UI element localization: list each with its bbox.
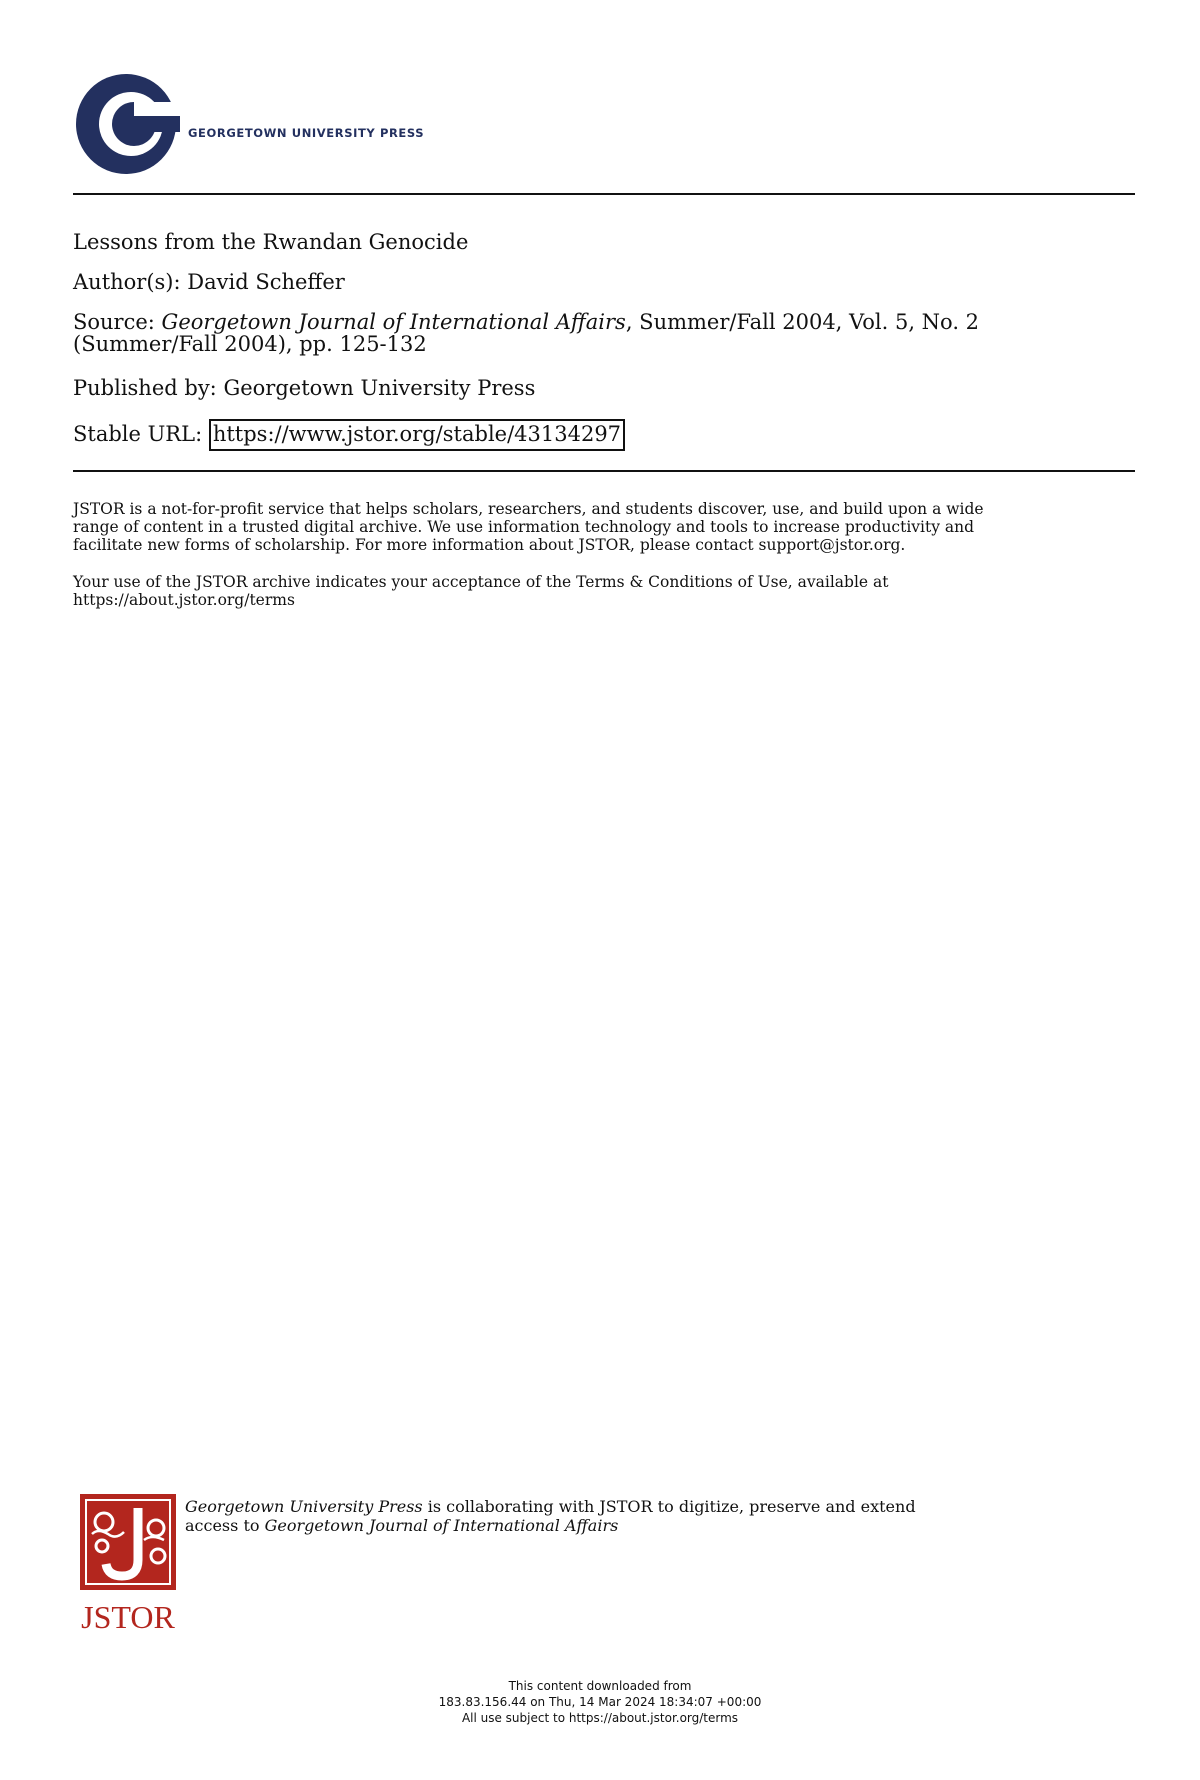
jstor-notice <box>73 500 1133 554</box>
collab-text-2: access to <box>185 1516 265 1535</box>
collab-journal: Georgetown Journal of International Affairs <box>264 1516 619 1535</box>
source-issue: , Summer/Fall 2004, Vol. 5, No. 2 <box>625 310 980 334</box>
notice-line: range of content in a trusted digital archive. We use information technology and tools to increase productivity and <box>73 518 975 536</box>
publisher-logo-text: GEORGETOWN UNIVERSITY PRESS <box>188 126 425 140</box>
article-source <box>73 311 979 355</box>
article-title: Lessons from the Rwandan Genocide <box>73 230 469 254</box>
footer-line-2: 183.83.156.44 on Thu, 14 Mar 2024 18:34:07 +00:00 <box>438 1695 762 1709</box>
publisher-value: Georgetown University Press <box>223 376 536 400</box>
stable-url-row <box>73 422 625 446</box>
source-label: Source: <box>73 310 155 334</box>
stable-url-link[interactable]: https://www.jstor.org/stable/43134297 <box>209 419 625 451</box>
published-label: Published by: <box>73 376 217 400</box>
notice-line: facilitate new forms of scholarship. For more information about JSTOR, please contact support@jstor.org. <box>73 536 906 554</box>
terms-link[interactable]: https://about.jstor.org/terms <box>73 591 295 609</box>
terms-line: Your use of the JSTOR archive indicates your acceptance of the Terms & Conditions of Use, available at <box>73 573 889 591</box>
footer-line-1: This content downloaded from <box>508 1679 692 1693</box>
download-footer <box>0 1678 1200 1726</box>
collaboration-statement <box>185 1497 916 1535</box>
jstor-wordmark: JSTOR <box>81 1599 175 1634</box>
notice-line: JSTOR is a not-for-profit service that helps scholars, researchers, and students discover, use, and build upon a wide <box>73 500 984 518</box>
source-issue-continued: (Summer/Fall 2004), pp. 125-132 <box>73 332 427 356</box>
collab-publisher: Georgetown University Press <box>185 1497 423 1516</box>
terms-notice <box>73 573 1133 609</box>
article-authors <box>73 270 345 294</box>
published-by <box>73 376 535 400</box>
georgetown-press-logo <box>74 72 184 176</box>
authors-label: Author(s): <box>73 270 181 294</box>
collab-text-1: is collaborating with JSTOR to digitize, preserve and extend <box>422 1497 916 1516</box>
jstor-logo <box>78 1494 178 1634</box>
middle-divider <box>73 470 1135 472</box>
top-divider <box>73 193 1135 195</box>
authors-value: David Scheffer <box>187 270 345 294</box>
stable-url-label: Stable URL: <box>73 422 203 446</box>
footer-line-3: All use subject to https://about.jstor.org/terms <box>461 1711 739 1725</box>
source-journal: Georgetown Journal of International Affairs <box>161 310 626 334</box>
